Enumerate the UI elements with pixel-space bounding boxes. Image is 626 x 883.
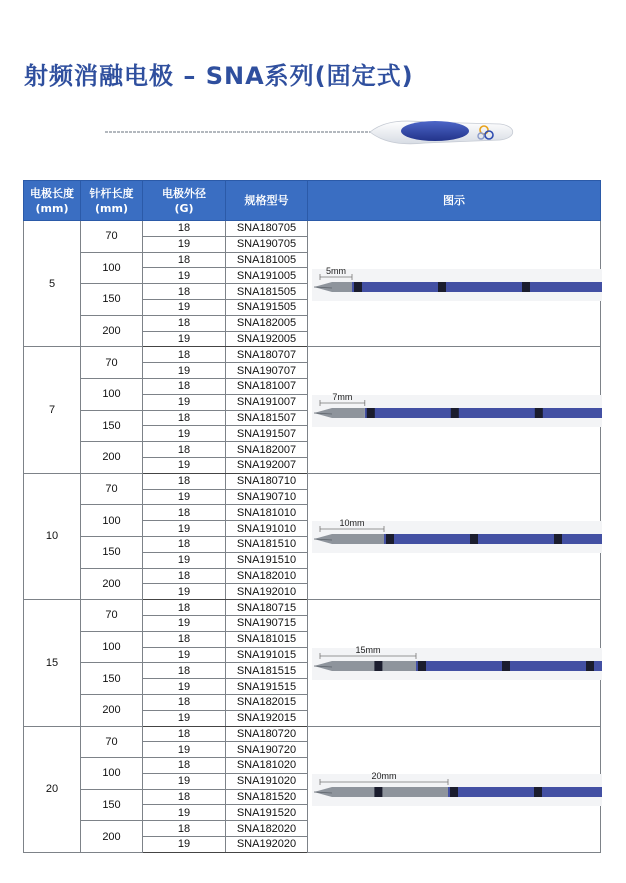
model-cell: SNA180720 xyxy=(226,726,308,742)
outer-diameter-cell: 19 xyxy=(143,773,226,789)
marker-band xyxy=(386,534,394,544)
outer-diameter-cell: 19 xyxy=(143,394,226,410)
model-cell: SNA191505 xyxy=(226,299,308,315)
electrode-length-cell: 5 xyxy=(24,221,81,347)
outer-diameter-cell: 19 xyxy=(143,647,226,663)
model-cell: SNA182015 xyxy=(226,694,308,710)
outer-diameter-cell: 19 xyxy=(143,552,226,568)
marker-band xyxy=(367,408,375,418)
electrode-length-cell: 20 xyxy=(24,726,81,852)
model-cell: SNA181507 xyxy=(226,410,308,426)
needle-length-cell: 70 xyxy=(81,726,143,758)
spec-table-body xyxy=(24,221,601,853)
electrode-length-cell: 7 xyxy=(24,347,81,473)
table-row xyxy=(24,221,601,237)
model-cell: SNA182007 xyxy=(226,442,308,458)
model-cell: SNA182020 xyxy=(226,821,308,837)
needle-length-cell: 100 xyxy=(81,252,143,284)
needle-length-cell: 70 xyxy=(81,600,143,632)
model-cell: SNA182010 xyxy=(226,568,308,584)
diagram-cell xyxy=(308,726,601,852)
tip-length-label: 20mm xyxy=(371,771,397,782)
outer-diameter-cell: 19 xyxy=(143,331,226,347)
header-outer-diameter: 电极外径 (G) xyxy=(143,181,226,221)
diagram-cell xyxy=(308,347,601,473)
table-row xyxy=(24,726,601,742)
needle-length-cell: 150 xyxy=(81,410,143,442)
marker-band xyxy=(534,787,542,797)
outer-diameter-cell: 19 xyxy=(143,584,226,600)
outer-diameter-cell: 19 xyxy=(143,268,226,284)
model-cell: SNA180705 xyxy=(226,221,308,237)
needle-length-cell: 100 xyxy=(81,505,143,537)
marker-band xyxy=(354,282,362,292)
shaft xyxy=(448,787,602,797)
model-cell: SNA190715 xyxy=(226,615,308,631)
needle-length-cell: 70 xyxy=(81,347,143,379)
spec-table xyxy=(23,180,601,853)
model-cell: SNA191507 xyxy=(226,426,308,442)
marker-band xyxy=(451,408,459,418)
outer-diameter-cell: 18 xyxy=(143,789,226,805)
model-cell: SNA191007 xyxy=(226,394,308,410)
outer-diameter-cell: 18 xyxy=(143,284,226,300)
outer-diameter-cell: 19 xyxy=(143,457,226,473)
model-cell: SNA192005 xyxy=(226,331,308,347)
outer-diameter-cell: 19 xyxy=(143,236,226,252)
needle-length-cell: 150 xyxy=(81,536,143,568)
model-cell: SNA190710 xyxy=(226,489,308,505)
outer-diameter-cell: 19 xyxy=(143,710,226,726)
outer-diameter-cell: 19 xyxy=(143,489,226,505)
tip-length-label: 10mm xyxy=(339,518,365,529)
outer-diameter-cell: 18 xyxy=(143,536,226,552)
electrode-tip-diagram xyxy=(312,515,602,557)
page-title: 射频消融电极 – SNA系列(固定式) xyxy=(24,62,414,90)
table-row xyxy=(24,473,601,489)
header-needle-length: 针杆长度 (mm) xyxy=(81,181,143,221)
table-row xyxy=(24,347,601,363)
outer-diameter-cell: 18 xyxy=(143,252,226,268)
outer-diameter-cell: 19 xyxy=(143,299,226,315)
marker-band xyxy=(374,787,382,797)
diagram-cell xyxy=(308,600,601,726)
marker-band xyxy=(418,661,426,671)
model-cell: SNA191520 xyxy=(226,805,308,821)
needle-length-cell: 200 xyxy=(81,694,143,726)
needle-length-cell: 150 xyxy=(81,663,143,695)
outer-diameter-cell: 18 xyxy=(143,221,226,237)
outer-diameter-cell: 19 xyxy=(143,363,226,379)
needle-length-cell: 200 xyxy=(81,821,143,853)
outer-diameter-cell: 18 xyxy=(143,631,226,647)
outer-diameter-cell: 18 xyxy=(143,378,226,394)
header-electrode-length: 电极长度 (mm) xyxy=(24,181,81,221)
outer-diameter-cell: 19 xyxy=(143,805,226,821)
model-cell: SNA192020 xyxy=(226,837,308,853)
model-cell: SNA181515 xyxy=(226,663,308,679)
electrode-length-cell: 15 xyxy=(24,600,81,726)
outer-diameter-cell: 18 xyxy=(143,726,226,742)
outer-diameter-cell: 19 xyxy=(143,426,226,442)
electrode-tip-diagram xyxy=(312,768,602,810)
outer-diameter-cell: 19 xyxy=(143,679,226,695)
needle-length-cell: 150 xyxy=(81,284,143,316)
model-cell: SNA192010 xyxy=(226,584,308,600)
model-cell: SNA181015 xyxy=(226,631,308,647)
model-cell: SNA192015 xyxy=(226,710,308,726)
needle-length-cell: 150 xyxy=(81,789,143,821)
model-cell: SNA190720 xyxy=(226,742,308,758)
model-cell: SNA192007 xyxy=(226,457,308,473)
needle-length-cell: 200 xyxy=(81,568,143,600)
marker-band xyxy=(374,661,382,671)
electrode-tip-diagram xyxy=(312,389,602,431)
model-cell: SNA181505 xyxy=(226,284,308,300)
outer-diameter-cell: 18 xyxy=(143,694,226,710)
marker-band xyxy=(450,787,458,797)
outer-diameter-cell: 18 xyxy=(143,410,226,426)
outer-diameter-cell: 18 xyxy=(143,758,226,774)
model-cell: SNA180715 xyxy=(226,600,308,616)
outer-diameter-cell: 18 xyxy=(143,568,226,584)
model-cell: SNA191515 xyxy=(226,679,308,695)
marker-band xyxy=(554,534,562,544)
model-cell: SNA181007 xyxy=(226,378,308,394)
outer-diameter-cell: 19 xyxy=(143,742,226,758)
model-cell: SNA180707 xyxy=(226,347,308,363)
outer-diameter-cell: 18 xyxy=(143,315,226,331)
tip-length-label: 15mm xyxy=(355,644,381,655)
model-cell: SNA181005 xyxy=(226,252,308,268)
tip-length-label: 7mm xyxy=(332,392,353,403)
shaft xyxy=(352,282,602,292)
table-header xyxy=(24,181,601,221)
shaft xyxy=(384,534,602,544)
marker-band xyxy=(586,661,594,671)
needle-length-cell: 200 xyxy=(81,315,143,347)
model-cell: SNA191020 xyxy=(226,773,308,789)
marker-band xyxy=(470,534,478,544)
outer-diameter-cell: 18 xyxy=(143,473,226,489)
outer-diameter-cell: 19 xyxy=(143,615,226,631)
needle-length-cell: 200 xyxy=(81,442,143,474)
model-cell: SNA191015 xyxy=(226,647,308,663)
outer-diameter-cell: 19 xyxy=(143,837,226,853)
tip xyxy=(314,661,416,671)
model-cell: SNA191005 xyxy=(226,268,308,284)
outer-diameter-cell: 18 xyxy=(143,347,226,363)
needle-length-cell: 70 xyxy=(81,473,143,505)
needle-length-cell: 100 xyxy=(81,758,143,790)
outer-diameter-cell: 18 xyxy=(143,600,226,616)
marker-band xyxy=(535,408,543,418)
model-cell: SNA181520 xyxy=(226,789,308,805)
diagram-cell xyxy=(308,473,601,599)
electrode-length-cell: 10 xyxy=(24,473,81,599)
electrode-product-image xyxy=(105,112,517,154)
marker-band xyxy=(522,282,530,292)
needle-length-cell: 100 xyxy=(81,631,143,663)
model-cell: SNA181020 xyxy=(226,758,308,774)
model-cell: SNA180710 xyxy=(226,473,308,489)
model-cell: SNA191510 xyxy=(226,552,308,568)
outer-diameter-cell: 18 xyxy=(143,442,226,458)
shaft xyxy=(365,408,602,418)
header-model: 规格型号 xyxy=(226,181,308,221)
outer-diameter-cell: 18 xyxy=(143,505,226,521)
outer-diameter-cell: 18 xyxy=(143,663,226,679)
diagram-cell xyxy=(308,221,601,347)
table-row xyxy=(24,600,601,616)
needle-length-cell: 70 xyxy=(81,221,143,253)
model-cell: SNA181510 xyxy=(226,536,308,552)
header-diagram: 图示 xyxy=(308,181,601,221)
model-cell: SNA190707 xyxy=(226,363,308,379)
marker-band xyxy=(438,282,446,292)
model-cell: SNA190705 xyxy=(226,236,308,252)
marker-band xyxy=(502,661,510,671)
electrode-tip-diagram xyxy=(312,263,602,305)
outer-diameter-cell: 19 xyxy=(143,521,226,537)
electrode-tip-diagram xyxy=(312,642,602,684)
tip-length-label: 5mm xyxy=(326,265,346,276)
model-cell: SNA181010 xyxy=(226,505,308,521)
model-cell: SNA191010 xyxy=(226,521,308,537)
model-cell: SNA182005 xyxy=(226,315,308,331)
needle-length-cell: 100 xyxy=(81,378,143,410)
outer-diameter-cell: 18 xyxy=(143,821,226,837)
